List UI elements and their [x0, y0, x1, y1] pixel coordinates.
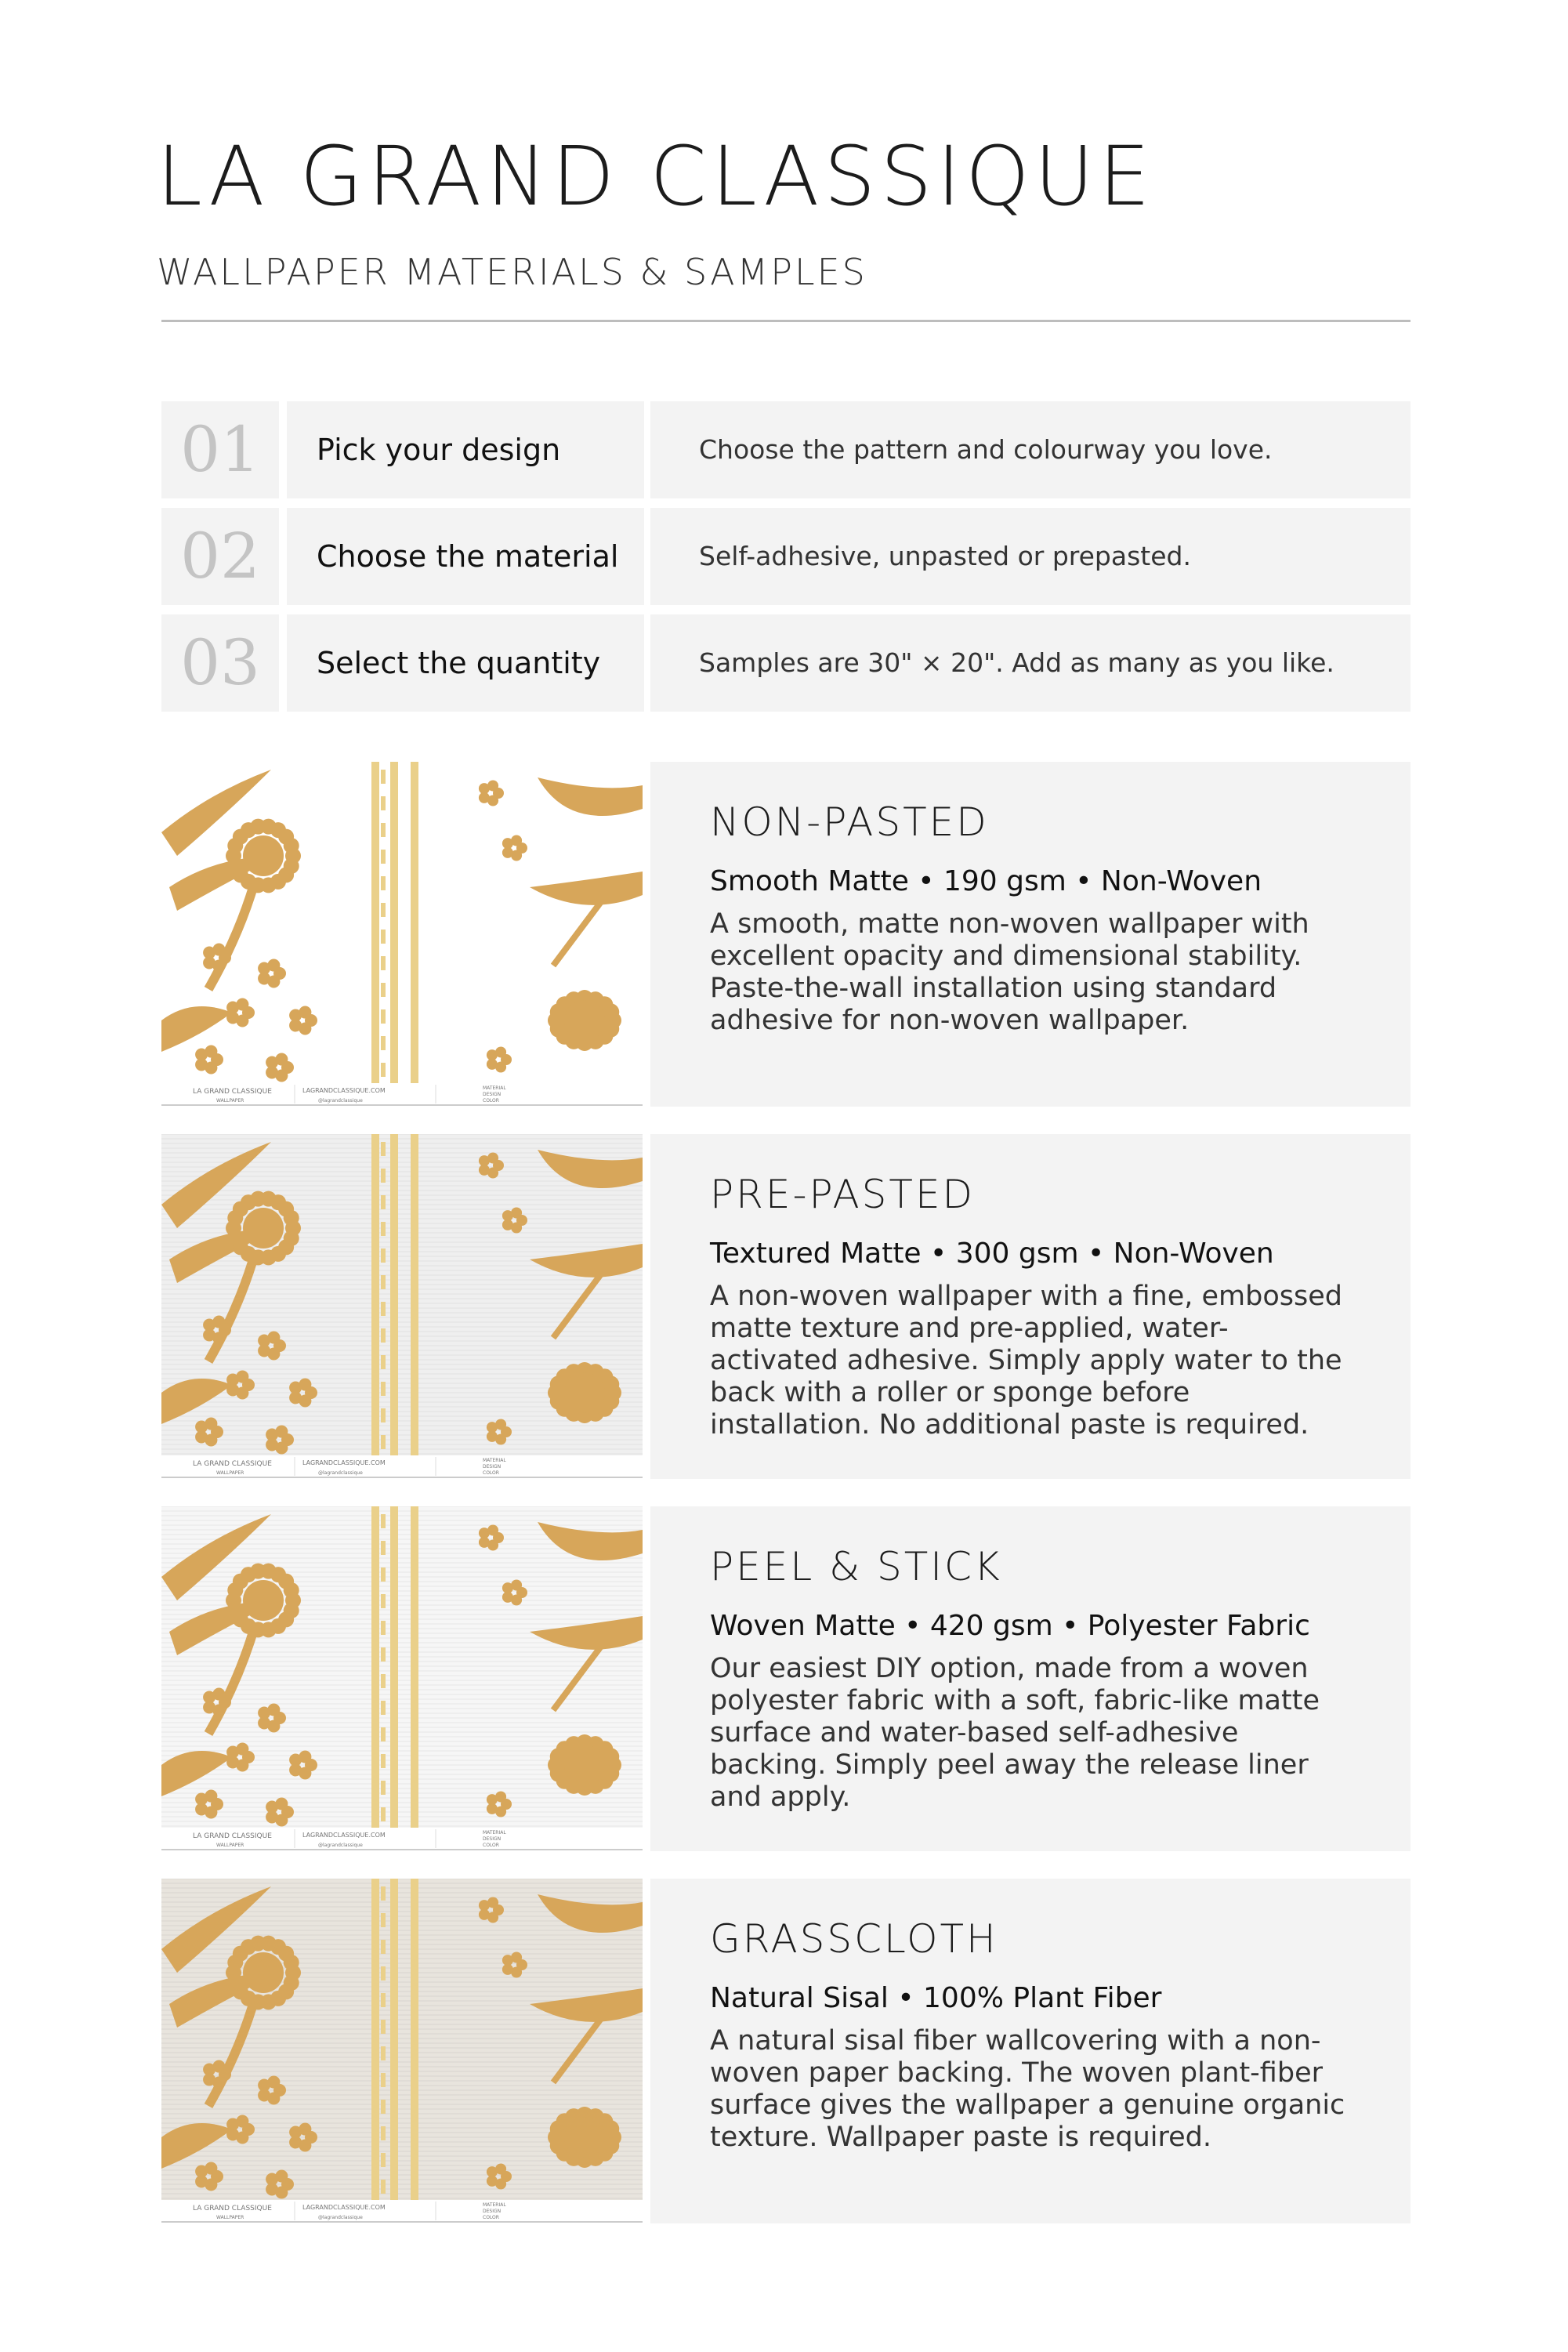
swatch-brand-sub: WALLPAPER: [216, 1470, 244, 1476]
swatch-field-label: MATERIAL: [483, 1458, 506, 1463]
material-spec: Smooth Matte • 190 gsm • Non-Woven: [710, 865, 1262, 897]
material-card: [161, 762, 1410, 1107]
material-spec: Textured Matte • 300 gsm • Non-Woven: [710, 1238, 1274, 1270]
step-number: 03: [161, 614, 279, 712]
swatch-field-label: DESIGN: [483, 1092, 502, 1097]
step-number: 01: [161, 401, 279, 498]
material-name: PEEL & STICK: [710, 1544, 1002, 1589]
swatch-field-label: DESIGN: [483, 1464, 502, 1470]
material-description: Our easiest DIY option, made from a woven polyester fabric with a soft, fabric-like matte surface and water-based self-adhesive backing. Simply peel away the release liner and apply.: [710, 1653, 1320, 1813]
step-row: [161, 401, 1410, 498]
step-row: [161, 614, 1410, 712]
material-description: A natural sisal fiber wallcovering with a non-woven paper backing. The woven plant-fiber surface gives the wallpaper a genuine organic texture. Wallpaper paste is required.: [710, 2025, 1345, 2153]
swatch-field-label: MATERIAL: [483, 1830, 506, 1836]
step-name: Pick your design: [287, 401, 644, 498]
swatch-field-label: COLOR: [483, 1098, 499, 1104]
material-card: [161, 1506, 1410, 1851]
swatch-field-label: COLOR: [483, 2215, 499, 2220]
swatch-social: @lagrandclassique: [318, 1098, 363, 1104]
step-row: [161, 508, 1410, 605]
swatch-brand: LA GRAND CLASSIQUE: [193, 2205, 272, 2212]
material-description: A smooth, matte non-woven wallpaper with excellent opacity and dimensional stability. Paste-the-wall installation using standard adhesive for non-woven wallpaper.: [710, 908, 1309, 1036]
swatch-website: LAGRANDCLASSIQUE.COM: [302, 1459, 386, 1466]
swatch-website: LAGRANDCLASSIQUE.COM: [302, 1087, 386, 1094]
swatch-social: @lagrandclassique: [318, 2215, 363, 2220]
swatch-field-label: MATERIAL: [483, 2202, 506, 2208]
step-name: Choose the material: [287, 508, 644, 605]
swatch-field-label: COLOR: [483, 1843, 499, 1848]
swatch-website: LAGRANDCLASSIQUE.COM: [302, 2204, 386, 2211]
swatch-brand-sub: WALLPAPER: [216, 1098, 244, 1104]
material-swatch: [161, 762, 643, 1107]
header-divider: [161, 320, 1410, 322]
step-description: Samples are 30" × 20". Add as many as you like.: [650, 614, 1410, 712]
material-name: PRE-PASTED: [710, 1172, 976, 1217]
swatch-field-label: COLOR: [483, 1470, 499, 1476]
material-description: A non-woven wallpaper with a fine, embossed matte texture and pre-applied, water-activated adhesive. Simply apply water to the back with a roller or sponge before installation. No additional paste is required.: [710, 1281, 1342, 1441]
material-name: GRASSCLOTH: [710, 1916, 998, 1962]
step-number: 02: [161, 508, 279, 605]
material-swatch: [161, 1134, 643, 1479]
swatch-brand: LA GRAND CLASSIQUE: [193, 1832, 272, 1840]
swatch-website: LAGRANDCLASSIQUE.COM: [302, 1832, 386, 1839]
material-name: NON-PASTED: [710, 799, 989, 845]
material-swatch: [161, 1879, 643, 2223]
material-spec: Natural Sisal • 100% Plant Fiber: [710, 1982, 1162, 2014]
swatch-brand-sub: WALLPAPER: [216, 1843, 244, 1848]
step-description: Self-adhesive, unpasted or prepasted.: [650, 508, 1410, 605]
step-description: Choose the pattern and colourway you love.: [650, 401, 1410, 498]
material-info: [650, 1506, 1410, 1851]
material-info: [650, 1134, 1410, 1479]
swatch-brand: LA GRAND CLASSIQUE: [193, 1088, 272, 1096]
swatch-field-label: DESIGN: [483, 1836, 502, 1842]
material-spec: Woven Matte • 420 gsm • Polyester Fabric: [710, 1610, 1310, 1642]
swatch-brand: LA GRAND CLASSIQUE: [193, 1460, 272, 1468]
swatch-social: @lagrandclassique: [318, 1843, 363, 1848]
swatch-social: @lagrandclassique: [318, 1470, 363, 1476]
material-swatch: [161, 1506, 643, 1851]
page-title: LA GRAND CLASSIQUE: [157, 129, 1155, 224]
page-subtitle: WALLPAPER MATERIALS & SAMPLES: [157, 251, 867, 293]
material-card: [161, 1879, 1410, 2223]
swatch-field-label: MATERIAL: [483, 1085, 506, 1091]
material-info: [650, 1879, 1410, 2223]
step-name: Select the quantity: [287, 614, 644, 712]
material-card: [161, 1134, 1410, 1479]
swatch-brand-sub: WALLPAPER: [216, 2215, 244, 2220]
swatch-field-label: DESIGN: [483, 2209, 502, 2214]
material-info: [650, 762, 1410, 1107]
